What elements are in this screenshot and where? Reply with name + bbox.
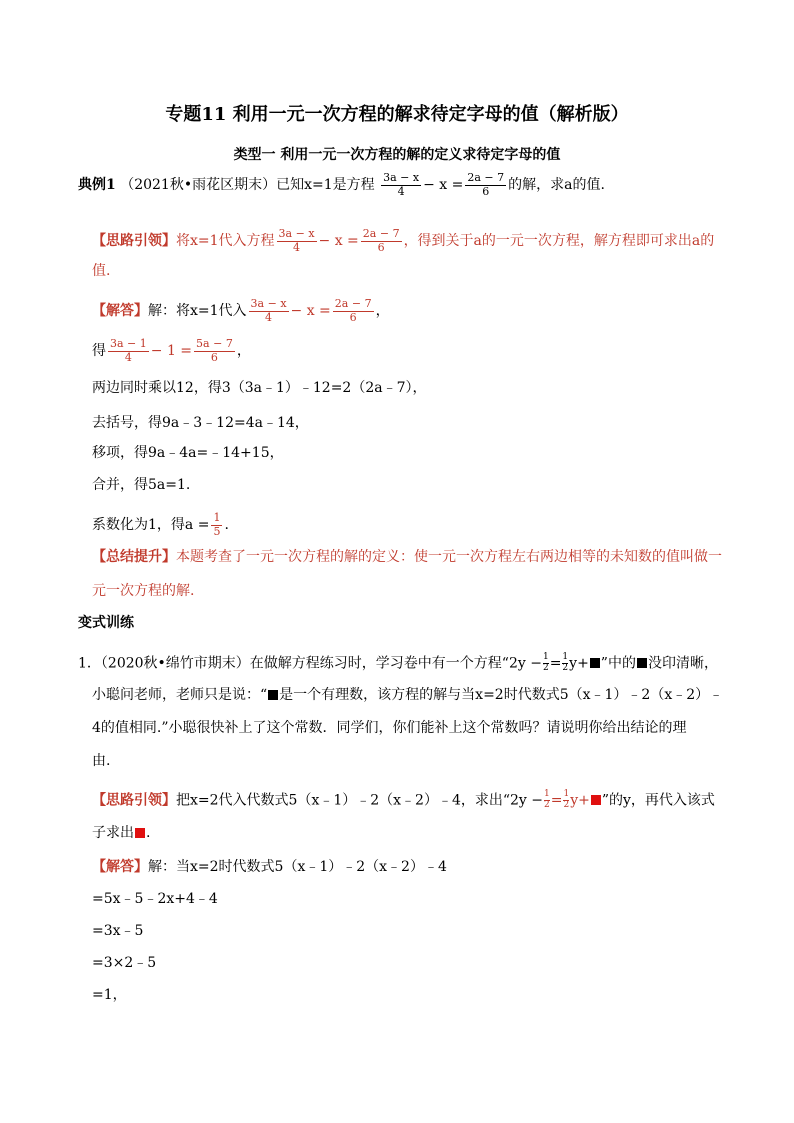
hint-eq: = (550, 792, 563, 809)
page-title: 专题11 利用一元一次方程的解求待定字母的值（解析版） (165, 104, 629, 125)
question1-line2 (92, 688, 723, 702)
variant-heading: 变式训练 (78, 615, 134, 631)
answer2-line1 (92, 860, 447, 874)
step-tail: . (224, 517, 229, 534)
red-square-icon (591, 795, 601, 805)
answer-tail: ， (375, 303, 390, 320)
hint-tag: 【思路引领】 (92, 233, 176, 250)
step-tail: ， (236, 343, 251, 360)
step-fraction-b: $\frac{5a - 7}{6}$ (196, 337, 233, 364)
black-square-icon (637, 658, 647, 668)
example-source: （2021秋•雨花区期末）已知 (120, 177, 305, 194)
answer1-line6: 合并，得5a=1. (92, 477, 191, 493)
question1-line4: 由. (92, 753, 111, 769)
answer1-line1 (92, 298, 390, 324)
example-cond: x=1是方程 (304, 177, 375, 194)
answer-mid: − x = (290, 303, 331, 320)
hint-tag: 【思路引领】 (92, 792, 176, 809)
question-text: 1．（2020秋•绵竹市期末）在做解方程练习时，学习卷中有一个方程“2y − (78, 655, 542, 672)
question-text: y+ (569, 655, 589, 672)
hint-text: . (146, 825, 151, 841)
example1-line (78, 172, 605, 198)
question1-line1 (78, 653, 718, 674)
question-text: 没印清晰， (647, 655, 718, 672)
black-square-icon (590, 658, 600, 668)
example-label: 典例1 (78, 177, 116, 194)
answer2-line5: =1， (92, 987, 127, 1003)
hint-text: 把x=2代入代数式5（x﹣1）﹣2（x﹣2）﹣4，求出“2y − (176, 792, 544, 809)
black-square-icon (268, 690, 278, 700)
red-square-icon (135, 828, 145, 838)
summary1-line (92, 550, 722, 564)
hint1-line (92, 228, 714, 254)
answer2-line2: =5x﹣5﹣2x+4﹣4 (92, 891, 218, 907)
question-fraction: $\frac{1}{2}$ (542, 652, 549, 673)
answer2-line4: =3×2﹣5 (92, 955, 157, 971)
answer-tag: 【解答】 (92, 303, 148, 320)
hint2-line2 (92, 826, 150, 840)
question-fraction-2: $\frac{1}{2}$ (562, 652, 569, 673)
hint1-line2: 值. (92, 263, 111, 279)
equation-fraction-left: $\frac{3a - x}{4}$ (383, 171, 420, 198)
hint-fraction-right: $\frac{2a - 7}{6}$ (362, 227, 400, 254)
answer-fraction-left: $\frac{3a - x}{4}$ (250, 297, 287, 324)
answer1-line2 (92, 338, 251, 364)
step-fraction-a: $\frac{3a - 1}{4}$ (110, 337, 147, 364)
answer1-line3: 两边同时乘以12，得3（3a﹣1）﹣12=2（2a﹣7）， (92, 380, 427, 396)
hint-pre: 将x=1代入方程 (176, 233, 275, 250)
answer1-line5: 移项，得9a﹣4a=﹣14+15， (92, 445, 284, 461)
answer-tag: 【解答】 (92, 859, 148, 875)
answer-pre: 解：将x=1代入 (148, 303, 247, 320)
step-prefix: 系数化为1，得a = (92, 517, 210, 534)
hint-fraction-2: $\frac{1}{2}$ (563, 789, 570, 810)
hint2-line (92, 790, 715, 811)
equation-fraction-right: $\frac{2a - 7}{6}$ (467, 171, 505, 198)
question-text: 小聪问老师，老师只是说：“ (92, 687, 268, 703)
hint-text: 子求出 (92, 825, 134, 841)
answer-fraction-right: $\frac{2a - 7}{6}$ (334, 297, 372, 324)
question1-line3: 4的值相同.”小聪很快补上了这个常数．同学们，你们能补上这个常数吗？请说明你给出结论的理 (92, 720, 687, 736)
summary-tag: 【总结提升】 (92, 549, 176, 565)
hint-mid: − x = (318, 233, 359, 250)
hint-fraction: $\frac{1}{2}$ (544, 789, 550, 810)
step-mid: − 1 = (150, 343, 193, 360)
answer-text: 解：当x=2时代数式5（x﹣1）﹣2（x﹣2）﹣4 (148, 859, 447, 875)
question-eq: = (549, 655, 562, 672)
answer2-line3: =3x﹣5 (92, 923, 144, 939)
answer1-line7 (92, 512, 229, 538)
summary1-line2: 元一次方程的解. (92, 583, 195, 599)
summary-text: 本题考查了一元一次方程的解的定义：使一元一次方程左右两边相等的未知数的值叫做一 (176, 549, 722, 565)
example-tail: 的解，求a的值. (508, 177, 605, 194)
hint-fraction-left: $\frac{3a - x}{4}$ (278, 227, 315, 254)
hint-text: ”的y，再代入该式 (601, 792, 715, 809)
hint-text: y+ (570, 792, 590, 809)
question-text: ”中的 (600, 655, 636, 672)
equation-mid: − x = (423, 177, 464, 194)
answer1-line4: 去括号，得9a﹣3﹣12=4a﹣14， (92, 415, 309, 431)
section-subtitle: 类型一 利用一元一次方程的解的定义求待定字母的值 (233, 147, 561, 163)
step-prefix: 得 (92, 343, 106, 360)
hint-post: ，得到关于a的一元一次方程，解方程即可求出a的 (403, 233, 715, 250)
question-text: 是一个有理数，该方程的解与当x=2时代数式5（x﹣1）﹣2（x﹣2）﹣ (279, 687, 724, 703)
result-fraction: $\frac{1}{5}$ (213, 511, 221, 538)
